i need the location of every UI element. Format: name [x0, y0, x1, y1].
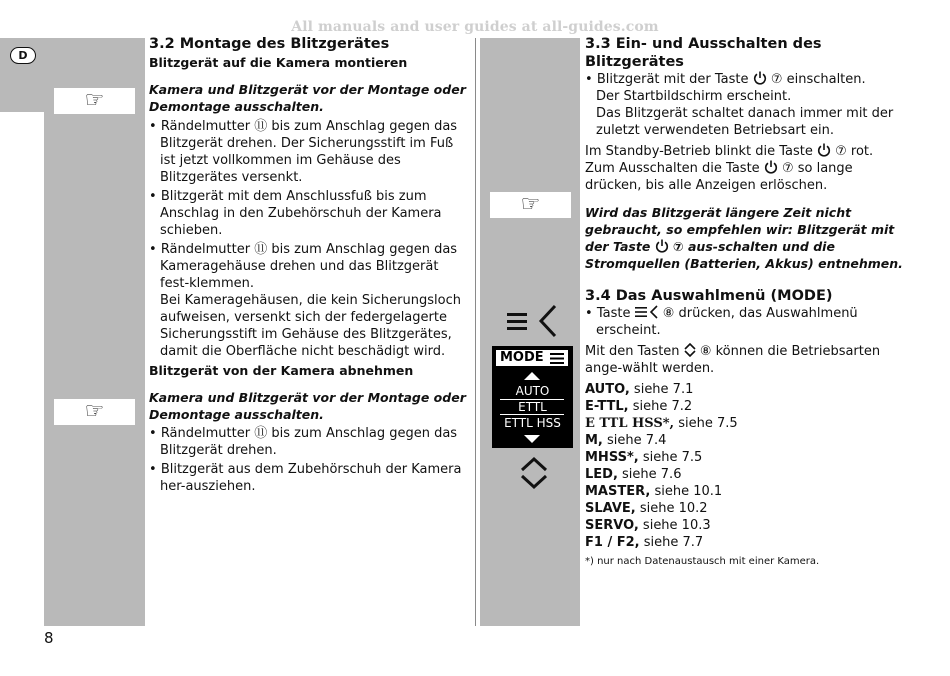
mode-ref: siehe 7.4	[602, 433, 667, 448]
power-icon	[817, 143, 831, 157]
text: Taste	[596, 306, 631, 321]
mode-name: SERVO,	[585, 518, 639, 533]
warning-note: Kamera und Blitzgerät vor der Montage oder Demontage ausschalten.	[149, 390, 466, 422]
mode-ref: siehe 10.3	[638, 518, 711, 533]
text: Im Standby-Betrieb blinkt die Taste	[585, 144, 813, 159]
list-item	[585, 381, 907, 398]
mode-ref: siehe 10.2	[635, 501, 708, 516]
lcd-up-arrow-icon	[524, 372, 540, 380]
mode-name: SLAVE,	[585, 501, 636, 516]
menu-back-icon	[635, 305, 659, 319]
text: ⑧ können die Betriebsarten ange-wählt werden.	[585, 344, 881, 376]
pointing-hand-icon: ☞	[490, 192, 571, 218]
mode-ref: siehe 7.5	[674, 416, 738, 431]
section-title: 3.2 Montage des Blitzgerätes	[149, 36, 390, 52]
menu-back-icon	[505, 304, 561, 342]
list-item	[585, 432, 907, 449]
lcd-mode-label: MODE	[496, 350, 568, 366]
warning-note	[585, 204, 907, 272]
paragraph	[585, 343, 907, 377]
paragraph	[585, 143, 907, 194]
list-item: • Blitzgerät aus dem Zubehörschuh der Kamera her-ausziehen.	[149, 461, 470, 495]
right-column	[585, 35, 907, 569]
lcd-item-selected: ETTL	[518, 400, 547, 414]
list-item	[585, 534, 907, 551]
mode-ref: siehe 7.7	[639, 535, 704, 550]
list-item: • Rändelmutter ⑪ bis zum Anschlag gegen das Kameragehäuse drehen und das Blitzgerät fest-klemmen.	[149, 241, 470, 292]
list-item: • Rändelmutter ⑪ bis zum Anschlag gegen das Blitzgerät drehen. Der Sicherungsstift im Fuß ist jetzt vollkommen im Gehäuse des Blitzgerätes versenkt.	[149, 118, 470, 186]
list-item	[585, 449, 907, 466]
up-down-arrows-icon	[684, 343, 696, 357]
subsection-heading: Blitzgerät von der Kamera abnehmen	[149, 363, 414, 378]
mode-name: E-TTL,	[585, 399, 629, 414]
list-item	[585, 398, 907, 415]
lcd-menu-icon	[550, 353, 564, 364]
mode-ref: siehe 7.5	[638, 450, 703, 465]
lcd-item: ETTL HSS	[504, 416, 561, 430]
list-item	[585, 500, 907, 517]
page-number: 8	[44, 629, 54, 647]
list-item	[585, 483, 907, 500]
text: Das Blitzgerät schaltet danach immer mit der zuletzt verwendeten Betriebsart ein.	[596, 106, 894, 138]
list-item	[585, 71, 907, 139]
mode-name: MHSS*,	[585, 450, 639, 465]
lcd-down-arrow-icon	[524, 435, 540, 443]
mode-ref: siehe 7.6	[617, 467, 682, 482]
left-margin-bar	[44, 38, 145, 626]
mode-ref: siehe 10.1	[650, 484, 723, 499]
power-icon	[753, 71, 767, 85]
paragraph: Bei Kameragehäusen, die kein Sicherungsloch aufweisen, versenkt sich der federgelagerte Sicherungsstift im Gehäuse des Blitzgerätes, damit die Oberfläche nicht beschädigt wird.	[160, 293, 461, 359]
power-icon	[655, 239, 669, 253]
mode-name: MASTER,	[585, 484, 651, 499]
list-item	[585, 415, 907, 432]
text: ⑦ rot.	[835, 144, 874, 159]
pointing-hand-icon: ☞	[54, 88, 135, 114]
list-item: • Rändelmutter ⑪ bis zum Anschlag gegen das Blitzgerät drehen.	[149, 425, 470, 459]
mode-ref: siehe 7.1	[629, 382, 694, 397]
text: ⑦ so lange drücken, bis alle Anzeigen erlöschen.	[585, 161, 853, 193]
text: Zum Ausschalten die Taste	[585, 161, 760, 176]
text: Wird das Blitzgerät längere Zeit nicht gebraucht, so empfehlen wir: Blitzgerät mit der Taste	[585, 205, 895, 254]
mode-name: AUTO,	[585, 382, 630, 397]
pointing-hand-icon: ☞	[54, 399, 135, 425]
mode-ref: siehe 7.2	[628, 399, 693, 414]
list-item: • Blitzgerät mit dem Anschlussfuß bis zum Anschlag in den Zubehörschuh der Kamera schieben.	[149, 188, 470, 239]
language-badge: D	[10, 47, 36, 64]
text: ⑦ aus-schalten und die Stromquellen (Batterien, Akkus) entnehmen.	[585, 239, 903, 271]
mode-name: E TTL HSS*,	[585, 416, 675, 431]
footnote: *) nur nach Datenaustausch mit einer Kamera.	[585, 556, 820, 567]
text: ⑦ einschalten.	[770, 72, 866, 87]
mode-lcd-display	[492, 346, 573, 448]
mode-name: F1 / F2,	[585, 535, 640, 550]
left-column	[149, 35, 470, 495]
list-item	[585, 517, 907, 534]
lcd-item: AUTO	[515, 384, 550, 398]
list-item	[585, 305, 907, 339]
text: ⑧ drücken, das Auswahlmenü erscheint.	[596, 306, 858, 338]
text: Blitzgerät mit der Taste	[596, 72, 749, 87]
up-down-arrows-icon	[519, 456, 549, 494]
mode-list	[585, 381, 907, 551]
subsection-heading: Blitzgerät auf die Kamera montieren	[149, 55, 408, 70]
section-title: 3.4 Das Auswahlmenü (MODE)	[585, 288, 833, 304]
watermark: All manuals and user guides at all-guides.com	[291, 19, 659, 35]
warning-note: Kamera und Blitzgerät vor der Montage oder Demontage ausschalten.	[149, 82, 466, 114]
section-title: 3.3 Ein- und Ausschalten des Blitzgerätes	[585, 36, 822, 70]
text: Mit den Tasten	[585, 344, 680, 359]
mode-name: M,	[585, 433, 603, 448]
power-icon	[764, 160, 778, 174]
list-item	[585, 466, 907, 483]
text: Der Startbildschirm erscheint.	[596, 89, 792, 104]
column-divider	[475, 38, 476, 626]
mode-name: LED,	[585, 467, 618, 482]
